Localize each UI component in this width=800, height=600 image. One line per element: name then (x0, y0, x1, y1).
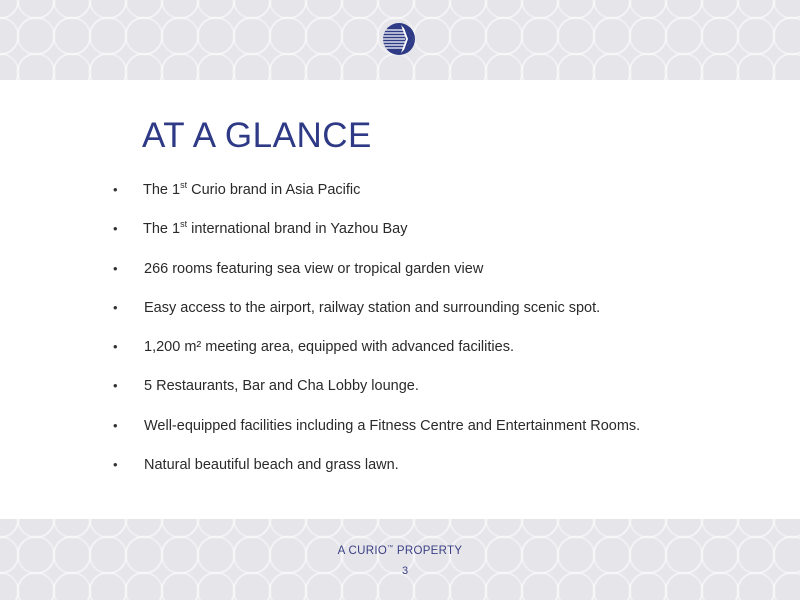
list-item (113, 219, 753, 258)
list-item (113, 180, 753, 219)
bullet-text: 1,200 m² meeting area, equipped with advanced facilities. (144, 339, 514, 356)
curio-collection-logo-icon (382, 22, 416, 56)
list-item (113, 337, 753, 376)
bullet-icon: • (113, 221, 118, 237)
footer-band (0, 519, 800, 600)
bullet-icon: • (113, 378, 118, 394)
trademark-mark: ™ (387, 545, 394, 551)
header-band (0, 0, 800, 80)
bullet-text: 266 rooms featuring sea view or tropical garden view (144, 260, 484, 277)
bullet-icon: • (113, 339, 118, 355)
list-item (113, 298, 753, 337)
bullet-icon: • (113, 457, 118, 473)
list-item (113, 455, 753, 494)
bullet-text: The 1st international brand in Yazhou Bay (143, 219, 408, 238)
bullet-icon: • (113, 299, 118, 315)
list-item (113, 376, 753, 415)
footer-brand: A CURIO™ PROPERTY (337, 545, 463, 557)
list-item (113, 259, 753, 298)
page-title: AT A GLANCE (142, 116, 372, 155)
bullet-text: Natural beautiful beach and grass lawn. (144, 457, 399, 474)
bullet-icon: • (113, 417, 118, 433)
bullet-text: 5 Restaurants, Bar and Cha Lobby lounge. (144, 378, 419, 395)
bullet-text: Easy access to the airport, railway station and surrounding scenic spot. (144, 299, 601, 316)
bullet-text: Well-equipped facilities including a Fitness Centre and Entertainment Rooms. (144, 417, 641, 434)
bullet-icon: • (113, 182, 118, 197)
bullet-text: The 1st Curio brand in Asia Pacific (143, 180, 361, 198)
page-number: 3 (401, 565, 409, 577)
bullet-icon: • (113, 260, 118, 276)
list-item (113, 416, 753, 455)
highlights-list (113, 180, 753, 494)
